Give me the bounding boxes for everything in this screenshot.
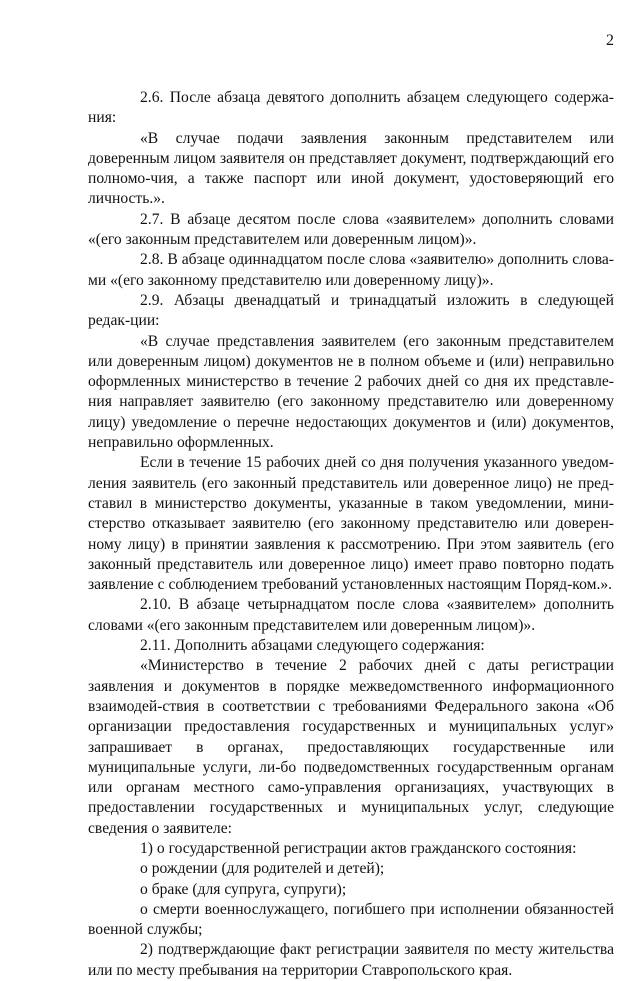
list-item-birth: о рождении (для родителей и детей); [140, 860, 385, 878]
paragraph-2-11: 2.11. Дополнить абзацами следующего содержания: [140, 637, 485, 655]
paragraph-2-9: 2.9. Абзацы двенадцатый и тринадцатый изложить в следующей редак-ции: [88, 291, 614, 330]
list-item-civil-registration: 1) о государственной регистрации актов гражданского состояния: [140, 839, 577, 857]
paragraph-2-7: 2.7. В абзаце десятом после слова «заявителем» дополнить словами «(его законным представителем или доверенным лицом)». [88, 210, 614, 249]
paragraph-quote-incomplete-documents: «В случае представления заявителем (его законным представителем или доверенным лицом) документов не в полном объеме и (или) неправильно оформленных министерство в течение 2 рабочих дней со дня их представле-ния направляет заявителю (его законному представителю или доверенному лицу) уведомление о перечне недостающих документов и (или) документов, неправильно оформленных. [88, 332, 614, 452]
paragraph-2-8: 2.8. В абзаце одиннадцатом после слова «заявителю» дополнить слова-ми «(его законному представителю или доверенному лицу)». [88, 251, 614, 289]
list-item-marriage: о браке (для супруга, супруги); [140, 880, 347, 898]
paragraph-fifteen-days: Если в течение 15 рабочих дней со дня получения указанного уведом-ления заявитель (его законный представитель или доверенное лицо) не пред-ставил в министерство документы, указанные в таком уведомлении, мини-стерство отказывает заявителю (его законному представителю или доверен-ному лицу) в принятии заявления к рассмотрению. При этом заявитель (его законный представитель или доверенное лицо) имеет право повторно подать заявление с соблюдением требований установленных настоящим Поряд-ком.». [88, 454, 614, 594]
document-body [88, 88, 614, 981]
paragraph-quote-representative: «В случае подачи заявления законным представителем или доверенным лицом заявителя он представляет документ, подтверждающий его полномо-чия, а также паспорт или иной документ, удостоверяющий его личность.». [88, 129, 614, 208]
list-item-residence-registration: 2) подтверждающие факт регистрации заявителя по месту жительства или по месту пребывания на территории Ставропольского края. [88, 941, 614, 979]
paragraph-quote-ministry-request: «Министерство в течение 2 рабочих дней с даты регистрации заявления и документов в порядке межведомственного информационного взаимодей-ствия в соответствии с требованиями Федерального закона «Об организации предоставления государственных и муниципальных услуг» запрашивает в органах, предоставляющих государственные или муниципальные услуги, ли-бо подведомственных государственным органам или органам местного само-управления организациях, участвующих в предоставлении государственных и муниципальных услуг, следующие сведения о заявителе: [88, 657, 614, 837]
list-item-death-serviceman: о смерти военнослужащего, погибшего при исполнении обязанностей военной службы; [88, 900, 614, 939]
paragraph-2-6: 2.6. После абзаца девятого дополнить абзацем следующего содержа-ния: [88, 89, 614, 127]
paragraph-2-10: 2.10. В абзаце четырнадцатом после слова «заявителем» дополнить словами «(его законным представителем или доверенным лицом)». [88, 596, 614, 634]
page-number: 2 [606, 32, 614, 49]
